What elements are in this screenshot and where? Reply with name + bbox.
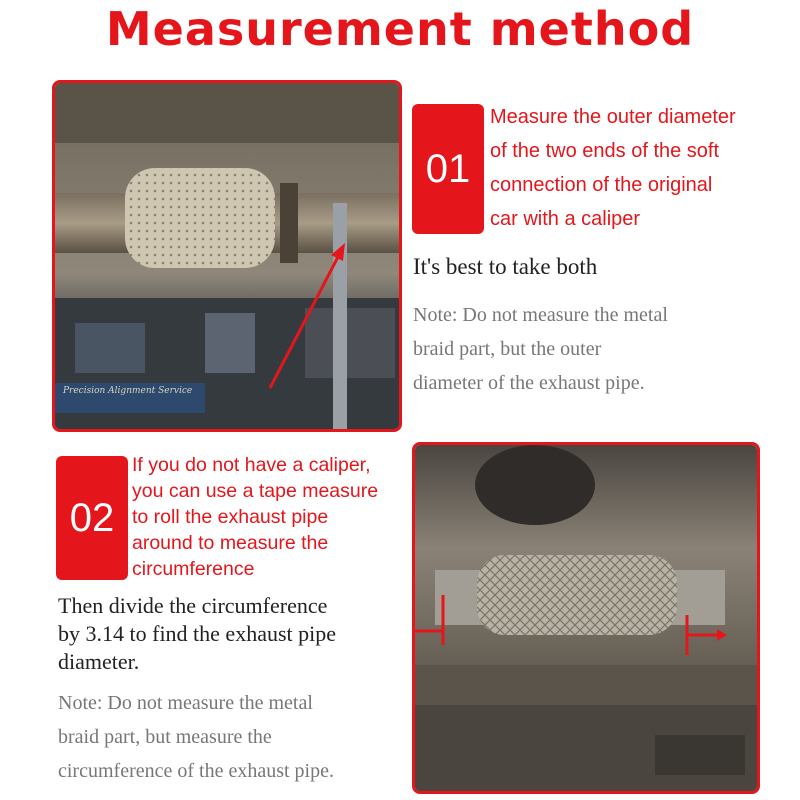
step-02-line: circumference: [132, 558, 255, 580]
exhaust-photo-bottom-image: [415, 445, 757, 791]
step-02-divide-line: by 3.14 to find the exhaust pipe: [58, 621, 337, 646]
step-01-note-line: Note: Do not measure the metal: [413, 304, 668, 326]
page-title: Measurement method: [105, 2, 695, 56]
step-02-line: to roll the exhaust pipe: [132, 506, 329, 528]
step-02-badge: 02: [56, 456, 128, 580]
step-01-note: [413, 298, 668, 400]
step-01-line: Measure the outer diameter: [490, 106, 736, 128]
step-02-divide-line: Then divide the circumference: [58, 593, 328, 618]
step-01-note-line: braid part, but the outer: [413, 338, 602, 360]
step-01-note-line: diameter of the exhaust pipe.: [413, 372, 645, 394]
step-02-line: If you do not have a caliper,: [132, 454, 371, 476]
step-02-note: [58, 686, 334, 788]
step-02-line: you can use a tape measure: [132, 480, 379, 502]
step-02-line: around to measure the: [132, 532, 329, 554]
exhaust-photo-top-image: [55, 83, 399, 429]
step-01-tip: It's best to take both: [413, 254, 598, 279]
step-01-badge: 01: [412, 104, 484, 234]
step-02-divide-line: diameter.: [58, 649, 140, 674]
step-02-description: [132, 452, 422, 582]
step-01-line: car with a caliper: [490, 208, 641, 230]
step-01-line: connection of the original: [490, 174, 713, 196]
exhaust-photo-bottom: [412, 442, 760, 794]
photo-sign-text: Precision Alignment Service: [63, 386, 193, 396]
step-02-note-line: Note: Do not measure the metal: [58, 692, 313, 714]
step-02-divide-instruction: [58, 592, 408, 676]
exhaust-photo-top: [52, 80, 402, 432]
step-01-description: [490, 100, 790, 236]
step-01-line: of the two ends of the soft: [490, 140, 720, 162]
step-02-note-line: circumference of the exhaust pipe.: [58, 760, 334, 782]
step-02-note-line: braid part, but measure the: [58, 726, 272, 748]
